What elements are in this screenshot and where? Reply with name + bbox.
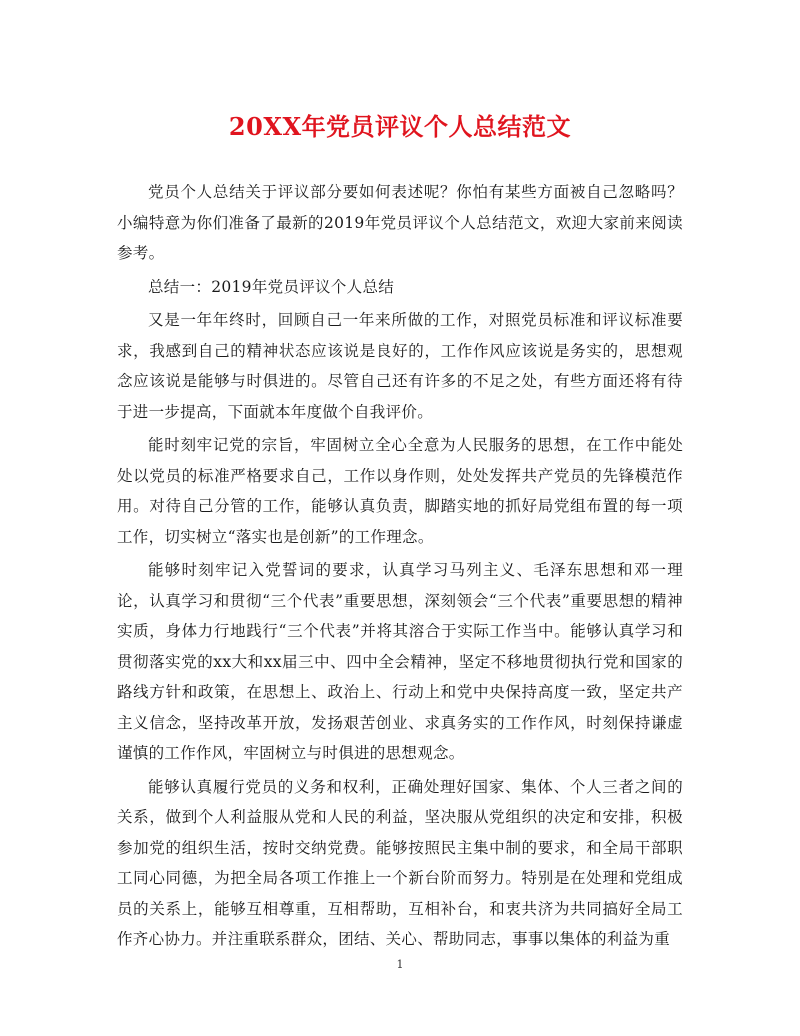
section-heading: 总结一：2019年党员评议个人总结: [148, 277, 395, 296]
body-paragraph: 又是一年年终时，回顾自己一年来所做的工作，对照党员标准和评议标准要求，我感到自己的精神状态应该说是良好的，工作作风应该说是务实的，思想观念应该说是能够与时俱进的。尽管自己还有许多的不足之处，有些方面还将有待于进一步提高，下面就本年度做个自我评价。: [117, 311, 683, 421]
intro-paragraph: 党员个人总结关于评议部分要如何表述呢？你怕有某些方面被自己忽略吗？小编特意为你们准备了最新的2019年党员评议个人总结范文，欢迎大家前来阅读参考。: [117, 183, 683, 262]
document-title: 20XX年党员评议个人总结范文: [228, 112, 572, 141]
body-paragraph: 能够时刻牢记入党誓词的要求，认真学习马列主义、毛泽东思想和邓一理论，认真学习和贯彻“三个代表”重要思想，深刻领会“三个代表”重要思想的精神实质，身体力行地践行“三个代表”并将其溶合于实际工作当中。能够认真学习和贯彻落实党的xx大和xx届三中、四中全会精神，坚定不移地贯彻执行党和国家的路线方针和政策，在思想上、政治上、行动上和党中央保持高度一致，坚定共产主义信念，坚持改革开放，发扬艰苦创业、求真务实的工作作风，时刻保持谦虚谨慎的工作作风，牢固树立与时俱进的思想观念。: [117, 561, 683, 762]
document-body: [117, 177, 683, 958]
body-paragraph: 能够认真履行党员的义务和权利，正确处理好国家、集体、个人三者之间的关系，做到个人利益服从党和人民的利益，坚决服从党组织的决定和安排，积极参加党的组织生活，按时交纳党费。能够按照民主集中制的要求，和全局干部职工同心同德，为把全局各项工作推上一个新台阶而努力。特别是在处理和党组成员的关系上，能够互相尊重，互相帮助，互相补台，和衷共济为共同搞好全局工作齐心协力。并注重联系群众，团结、关心、帮助同志，事事以集体的利益为重: [117, 777, 683, 948]
page-number: 1: [396, 958, 404, 971]
body-paragraph: 能时刻牢记党的宗旨，牢固树立全心全意为人民服务的思想，在工作中能处处以党员的标准严格要求自己，工作以身作则，处处发挥共产党员的先锋模范作用。对待自己分管的工作，能够认真负责，脚踏实地的抓好局党组布置的每一项工作，切实树立“落实也是创新”的工作理念。: [117, 436, 683, 546]
